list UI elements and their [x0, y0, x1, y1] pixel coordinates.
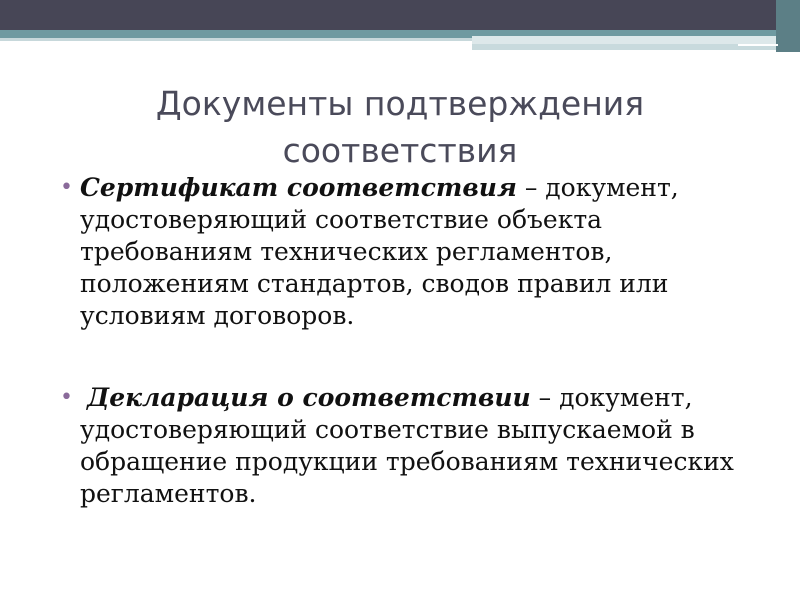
bullet-item-declaration: [58, 382, 770, 510]
header-corner-accent: [776, 0, 800, 52]
bullet-text: – документ, удостоверяющий соответствие выпускаемой в обращение продукции требованиям технических регламентов.: [80, 383, 734, 508]
bullet-text: – документ, удостоверяющий соответствие объекта требованиям технических регламентов, положениям стандартов, сводов правил или условиям договоров.: [80, 173, 679, 330]
title-line-2: соответствия: [282, 131, 518, 170]
header-corner-line: [738, 44, 778, 46]
bullet-item-certificate: [58, 172, 770, 332]
bullet-list: [58, 172, 770, 510]
header-light-stripe: [0, 38, 472, 41]
bullet-term: Декларация о соответствии: [87, 383, 531, 412]
bullet-term: Сертификат соответствия: [80, 173, 517, 202]
title-line-1: Документы подтверждения: [155, 84, 645, 123]
header-dark-bar: [0, 0, 800, 30]
slide-title: [60, 80, 740, 174]
bullet-marker-icon: •: [60, 175, 73, 200]
bullet-marker-icon: •: [60, 385, 73, 410]
